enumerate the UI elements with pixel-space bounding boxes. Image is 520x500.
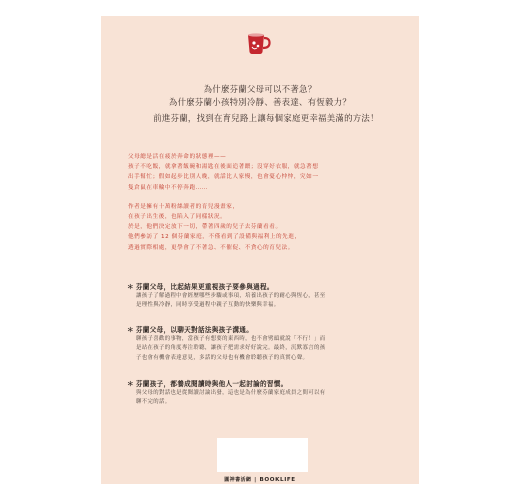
feature-body-line: 與父母的對話也是從閱讀討論出發，這也是為什麼芬蘭家庭成員之間可以有 xyxy=(136,390,326,396)
feature-title-text: 芬蘭父母，比起結果更重視孩子要參與過程。 xyxy=(135,283,274,291)
handwritten-gap xyxy=(128,193,318,202)
feature-section xyxy=(127,325,325,363)
lead-line-1: 為什麼芬蘭父母可以不著急？ xyxy=(203,84,317,94)
feature-body xyxy=(127,292,325,311)
feature-body-line: 聊不完的話。 xyxy=(136,399,171,406)
lead-line-2: 為什麼芬蘭小孩特別冷靜、善表達、有恆毅力？ xyxy=(168,97,352,107)
feature-body-line: 讓孩子了解過程中會經歷哪些步驟或事項，培養出孩子的耐心與恆心，甚至 xyxy=(136,293,326,299)
handwritten-line: 孩子不吃飯，就拿著飯碗和湯匙在後面追著餵；沒穿好衣服，就急著想 xyxy=(128,164,319,171)
handwritten-line: 隻倉鼠在車輪中不停奔跑…… xyxy=(128,184,208,191)
barcode-area xyxy=(217,438,308,472)
feature-title xyxy=(127,325,325,335)
red-mug-icon xyxy=(243,27,273,57)
feature-body-line: 聊孩子喜歡的事物，當孩子有想要的東西時，也不會劈頭就說「不行！」而 xyxy=(136,336,326,342)
feature-section xyxy=(127,379,325,408)
feature-title-text: 芬蘭父母，以聊天對話法與孩子溝通。 xyxy=(135,326,254,334)
lead-line-3: 前進芬蘭，找到在育兒路上讓每個家庭更幸福美滿的方法！ xyxy=(153,113,379,123)
feature-body-line: 是站在孩子的角度專注聆聽，讓孩子把需求好好說完。最終，沉默寡言的孩 xyxy=(136,345,326,352)
handwritten-line: 父母總是活在疲於奔命的狀態裡—— xyxy=(128,154,227,160)
feature-body xyxy=(127,335,325,363)
feature-body-line: 是理性與冷靜，同時享受過程中親子互動的快樂與幸福。 xyxy=(136,302,280,309)
publisher-name-cn: 圓神書活網 xyxy=(224,477,252,483)
publisher-name-en: BOOKLIFE xyxy=(259,477,296,483)
handwritten-line: 在孩子出生後，也陷入了同樣狀況。 xyxy=(128,214,227,221)
feature-title xyxy=(127,282,325,292)
feature-body-line: 子也會有機會表達意見，多話的父母也有機會聆聽孩子的真實心聲。 xyxy=(136,354,309,361)
feature-title-text: 芬蘭孩子，都養成閱讀時與他人一起討論的習慣。 xyxy=(135,380,288,388)
handwritten-line: 於是，他們決定放下一切，帶著四歲的兒子去芬蘭看看。 xyxy=(128,224,282,231)
handwritten-line: 出手幫忙；假如起步比別人晚，就話比人家慢，也會憂心忡忡，究如一 xyxy=(128,174,319,181)
handwritten-line: 他們參訪了 12 個芬蘭家庭，不僅看到了設備與福利上的先進， xyxy=(128,234,301,241)
book-back-cover xyxy=(101,16,419,484)
handwritten-intro xyxy=(128,152,318,253)
handwritten-line: 作者是擁有十萬粉絲讀者的育兒漫畫家， xyxy=(128,203,239,210)
star-bullet-icon: ＊ xyxy=(127,283,134,291)
star-bullet-icon: ＊ xyxy=(127,380,134,388)
publisher-logo: 圓神書活網 | BOOKLIFE xyxy=(224,477,296,483)
feature-section xyxy=(127,282,325,311)
feature-title xyxy=(127,379,325,389)
star-bullet-icon: ＊ xyxy=(127,326,134,334)
handwritten-line: 透過實際相處，更學會了不著急、不催促、不貪心的育兒法。 xyxy=(128,244,294,251)
feature-body xyxy=(127,389,325,408)
